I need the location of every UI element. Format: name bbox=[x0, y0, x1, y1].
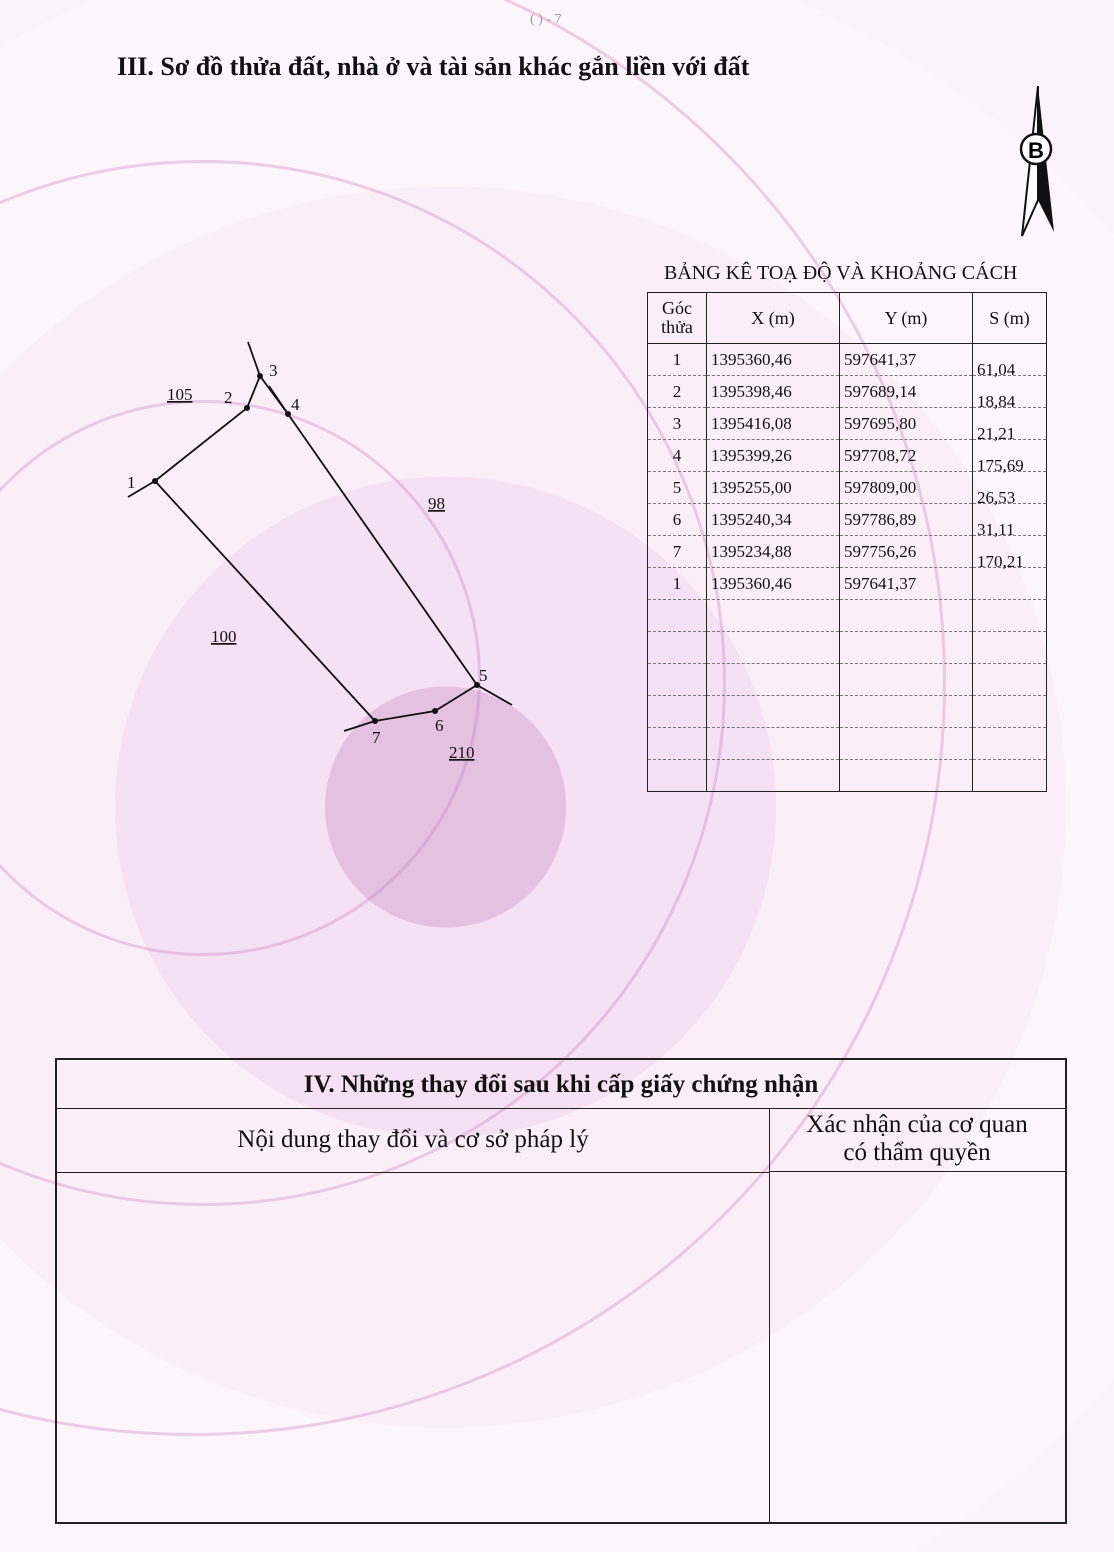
y-cell: 597695,80 bbox=[840, 408, 973, 440]
neighbor-parcel-label: 100 bbox=[211, 627, 237, 646]
table-row bbox=[648, 440, 1047, 472]
neighbor-parcel-label: 98 bbox=[428, 494, 445, 513]
page-mark: ( ) - 7 bbox=[530, 12, 562, 27]
y-cell: 597641,37 bbox=[840, 568, 973, 600]
empty-row bbox=[648, 632, 1047, 664]
distance-cell: 175,69 bbox=[973, 440, 1047, 472]
vertex-point bbox=[372, 718, 378, 724]
extension-line bbox=[477, 685, 512, 705]
y-cell: 597786,89 bbox=[840, 504, 973, 536]
header-x: X (m) bbox=[707, 293, 840, 344]
x-cell: 1395360,46 bbox=[707, 344, 840, 376]
vertex-label: 2 bbox=[224, 388, 233, 407]
table-row bbox=[648, 472, 1047, 504]
extension-line bbox=[344, 721, 375, 731]
x-cell: 1395360,46 bbox=[707, 568, 840, 600]
vertex-point bbox=[257, 373, 263, 379]
corner-cell: 5 bbox=[648, 472, 707, 504]
vertex-label: 4 bbox=[291, 395, 300, 414]
section-title: III. Sơ đồ thửa đất, nhà ở và tài sản khác gắn liền với đất bbox=[117, 52, 750, 81]
section-title: IV. Những thay đổi sau khi cấp giấy chứng nhận bbox=[57, 1060, 1065, 1109]
y-cell: 597809,00 bbox=[840, 472, 973, 504]
extension-line bbox=[269, 386, 288, 414]
distance-cell: 21,21 bbox=[973, 408, 1047, 440]
table-title: BẢNG KÊ TOẠ ĐỘ VÀ KHOẢNG CÁCH bbox=[664, 262, 1018, 284]
coordinate-table bbox=[647, 292, 1047, 792]
y-cell: 597708,72 bbox=[840, 440, 973, 472]
y-cell: 597689,14 bbox=[840, 376, 973, 408]
north-arrow-icon bbox=[1010, 86, 1058, 238]
header-s: S (m) bbox=[973, 293, 1047, 344]
distance-cell: 61,04 bbox=[973, 344, 1047, 376]
vertex-label: 7 bbox=[372, 728, 381, 747]
x-cell: 1395255,00 bbox=[707, 472, 840, 504]
empty-row bbox=[648, 728, 1047, 760]
confirmation-line: có thẩm quyền bbox=[843, 1139, 991, 1166]
empty-row bbox=[648, 760, 1047, 792]
x-cell: 1395234,88 bbox=[707, 536, 840, 568]
column-header-change-content: Nội dung thay đổi và cơ sở pháp lý bbox=[57, 1108, 770, 1173]
column-divider bbox=[769, 1172, 770, 1522]
plot-boundary bbox=[155, 376, 477, 721]
empty-row bbox=[648, 664, 1047, 696]
table-row bbox=[648, 408, 1047, 440]
neighbor-parcel-label: 210 bbox=[449, 743, 475, 762]
table-row bbox=[648, 568, 1047, 600]
table-row bbox=[648, 536, 1047, 568]
x-cell: 1395240,34 bbox=[707, 504, 840, 536]
table-row bbox=[648, 504, 1047, 536]
y-cell: 597756,26 bbox=[840, 536, 973, 568]
vertex-point bbox=[432, 708, 438, 714]
extension-line bbox=[248, 342, 260, 376]
corner-cell: 1 bbox=[648, 568, 707, 600]
vertex-label: 1 bbox=[127, 473, 136, 492]
distance-cell bbox=[973, 568, 1047, 600]
distance-cell: 26,53 bbox=[973, 472, 1047, 504]
corner-cell: 6 bbox=[648, 504, 707, 536]
vertex-point bbox=[244, 405, 250, 411]
corner-cell: 3 bbox=[648, 408, 707, 440]
distance-cell: 31,11 bbox=[973, 504, 1047, 536]
header-corner: Góc thửa bbox=[648, 293, 707, 344]
corner-cell: 7 bbox=[648, 536, 707, 568]
table-row bbox=[648, 344, 1047, 376]
neighbor-parcel-label: 105 bbox=[167, 385, 193, 404]
empty-row bbox=[648, 696, 1047, 728]
confirmation-line: Xác nhận của cơ quan bbox=[806, 1111, 1028, 1138]
empty-row bbox=[648, 600, 1047, 632]
distance-cell: 170,21 bbox=[973, 536, 1047, 568]
vertex-label: 5 bbox=[479, 666, 488, 685]
compass-letter: B bbox=[1028, 138, 1044, 163]
x-cell: 1395399,26 bbox=[707, 440, 840, 472]
vertex-point bbox=[152, 478, 158, 484]
x-cell: 1395398,46 bbox=[707, 376, 840, 408]
y-cell: 597641,37 bbox=[840, 344, 973, 376]
changes-section bbox=[55, 1058, 1067, 1524]
column-header-confirmation bbox=[769, 1108, 1065, 1172]
corner-cell: 4 bbox=[648, 440, 707, 472]
vertex-label: 6 bbox=[435, 716, 444, 735]
x-cell: 1395416,08 bbox=[707, 408, 840, 440]
distance-cell: 18,84 bbox=[973, 376, 1047, 408]
vertex-label: 3 bbox=[269, 361, 278, 380]
corner-cell: 1 bbox=[648, 344, 707, 376]
table-row bbox=[648, 376, 1047, 408]
header-y: Y (m) bbox=[840, 293, 973, 344]
corner-cell: 2 bbox=[648, 376, 707, 408]
land-plot-diagram bbox=[0, 320, 560, 790]
